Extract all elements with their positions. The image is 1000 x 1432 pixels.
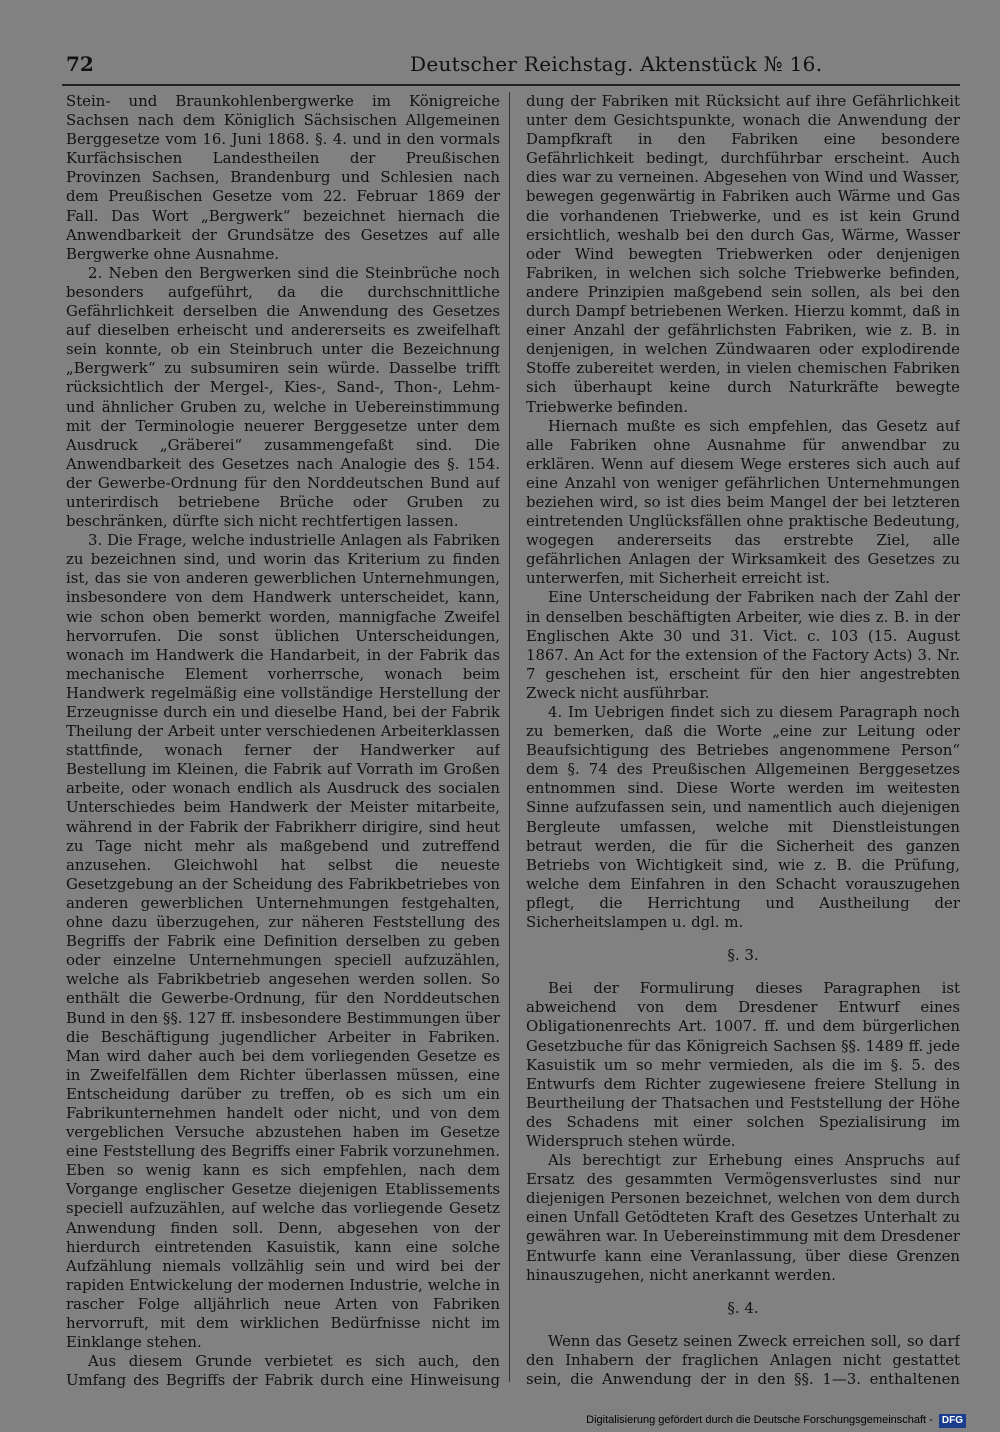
paragraph: dung der Fabriken mit Rücksicht auf ihre Gefährlichkeit unter dem Gesichtspunkte, wonach die Anwendung der Dampfkraft in den Fabriken eine besondere Gefährlichkeit bedingt, durchführbar erscheint. Auch dies war zu verneinen. Abgesehen von Wind und Wasser, bewegen gegenwärtig in Fabriken auch Wärme und Gas die vorhandenen Triebwerke, und es ist kein Grund ersichtlich, weshalb bei den durch Gas, Wärme, Wasser oder Wind bewegten Triebwerken oder denjenigen Fabriken, in welchen sich solche Triebwerke befinden, andere Prinzipien maßgebend sein sollen, als bei den durch Dampf betriebenen Werken. Hierzu kommt, daß in einer Anzahl der gefährlichsten Fabriken, wie z. B. in denjenigen, in welchen Zündwaaren oder explodirende Stoffe zubereitet werden, in vielen chemischen Fabriken sich überhaupt keine durch Naturkräfte bewegte Triebwerke befinden. bbox=[526, 92, 960, 416]
page-number: 72 bbox=[66, 52, 94, 76]
paragraph: Wenn das Gesetz seinen Zweck erreichen soll, so darf den Inhabern der fraglichen Anlagen nicht gestattet sein, die Anwendung der in den §§. 1—3. enthaltenen bbox=[526, 1331, 960, 1388]
footer-credit: Digitalisierung gefördert durch die Deutsche Forschungsgemeinschaft - bbox=[586, 1414, 933, 1426]
paragraph: Aus diesem Grunde verbietet es sich auch, den Umfang des Begriffs der Fabrik durch eine Hinweisung bbox=[66, 1352, 500, 1390]
paragraph: 4. Im Uebrigen findet sich zu diesem Paragraph noch zu bemerken, daß die Worte „eine zur Leitung oder Beaufsichtigung des Betriebes angenommene Person“ dem §. 74 des Preußischen Allgemeinen Berggesetzes entnommen sind. Diese Worte werden im weitesten Sinne aufzufassen sein, und namentlich auch diejenigen Bergleute umfassen, welche mit Dienstleistungen betraut werden, die für die Sicherheit des ganzen Betriebs von Wichtigkeit sind, wie z. B. die Prüfung, welche dem Einfahren in den Schacht vorauszugehen pflegt, die Herrichtung und Austheilung der Sicherheitslampen u. dgl. m. bbox=[526, 703, 960, 932]
paragraph: Bei der Formulirung dieses Paragraphen ist abweichend von dem Dresdener Entwurf eines Obligationenrechts Art. 1007. ff. und dem bürgerlichen Gesetzbuche für das Königreich Sachsen §§. 1489 ff. jede Kasuistik um so mehr vermieden, als die im §. 5. des Entwurfs dem Richter zugewiesene freiere Stellung in Beurtheilung der Thatsachen und Feststellung der Höhe des Schadens mit einer solchen Spezialisirung im Widerspruch stehen würde. bbox=[526, 979, 960, 1150]
paragraph: Eine Unterscheidung der Fabriken nach der Zahl der in denselben beschäftigten Arbeiter, wie dies z. B. in der Englischen Akte 30 und 31. Vict. c. 103 (15. August 1867. An Act for the extension of the Factory Acts) 3. Nr. 7 geschehen ist, erscheint für den hier angestrebten Zweck nicht ausführbar. bbox=[526, 588, 960, 702]
section-heading-3: §. 3. bbox=[727, 946, 759, 965]
header-rule bbox=[62, 84, 960, 86]
right-column bbox=[526, 92, 960, 1390]
paragraph: Hiernach mußte es sich empfehlen, das Gesetz auf alle Fabriken ohne Ausnahme für anwendbar zu erklären. Wenn auf diesem Wege ersteres sich auch auf eine Anzahl von weniger gefährlichen Unternehmungen beziehen wird, so ist dies beim Mangel der bei letzteren eintretenden Unglücksfällen ohne praktische Bedeutung, wogegen andererseits das erstrebte Ziel, alle gefährlichen Anlagen der Wirksamkeit des Gesetzes zu unterwerfen, mit Sicherheit erreicht ist. bbox=[526, 416, 960, 588]
dfg-logo: DFG bbox=[939, 1414, 966, 1428]
page-header bbox=[62, 50, 960, 80]
paragraph: Stein- und Braunkohlenbergwerke im Königreiche Sachsen nach dem Königlich Sächsischen Allgemeinen Berggesetze vom 16. Juni 1868. §. 4. und in den vormals Kurfächsischen Landestheilen der Preußischen Provinzen Sachsen, Brandenburg und Schlesien nach dem Preußischen Gesetze vom 22. Februar 1869 der Fall. Das Wort „Bergwerk“ bezeichnet hiernach die Anwendbarkeit der Grundsätze des Gesetzes auf alle Bergwerke ohne Ausnahme. bbox=[66, 92, 500, 263]
paragraph: 2. Neben den Bergwerken sind die Steinbrüche noch besonders aufgeführt, da die durchschnittliche Gefährlichkeit derselben die Anwendung des Gesetzes auf dieselben erheischt und andererseits es zweifelhaft sein konnte, ob ein Steinbruch unter die Bezeichnung „Bergwerk“ zu subsumiren sein würde. Dasselbe trifft rücksichtlich der Mergel-, Kies-, Sand-, Thon-, Lehm- und ähnlicher Gruben zu, welche in Uebereinstimmung mit der Terminologie neuerer Berggesetze unter dem Ausdruck „Gräberei“ zusammengefaßt sind. Die Anwendbarkeit des Gesetzes nach Analogie des §. 154. der Gewerbe-Ordnung für den Norddeutschen Bund auf unterirdisch betriebene Brüche oder Gruben zu beschränken, dürfte sich nicht rechtfertigen lassen. bbox=[66, 263, 500, 531]
paragraph: Als berechtigt zur Erhebung eines Anspruchs auf Ersatz des gesammten Vermögensverlustes sind nur diejenigen Personen bezeichnet, welchen von dem durch einen Unfall Getödteten Kraft des Gesetzes Unterhalt zu gewähren war. In Uebereinstimmung mit dem Dresdener Entwurfe kann eine Veranlassung, über diese Grenzen hinauszugehen, nicht anerkannt werden. bbox=[526, 1151, 960, 1284]
column-divider bbox=[509, 92, 510, 1382]
digitization-footer bbox=[586, 1414, 966, 1430]
section-heading-4: §. 4. bbox=[727, 1298, 759, 1317]
paragraph: 3. Die Frage, welche industrielle Anlagen als Fabriken zu bezeichnen sind, und worin das Kriterium zu finden ist, das sie von anderen gewerblichen Unternehmungen, insbesondere von dem Handwerk unterscheidet, kann, wie schon oben bemerkt worden, mannigfache Zweifel hervorrufen. Die sonst üblichen Unterscheidungen, wonach im Handwerk die Handarbeit, in der Fabrik das mechanische Element vorherrsche, wonach beim Handwerk regelmäßig eine vollständige Herstellung der Erzeugnisse durch ein und dieselbe Hand, bei der Fabrik Theilung der Arbeit unter verschiedenen Arbeiterklassen stattfinde, wonach ferner der Handwerker auf Bestellung im Kleinen, die Fabrik auf Vorrath im Großen arbeite, oder wonach endlich als Ausdruck des socialen Unterschiedes beim Handwerk der Meister mitarbeite, während in der Fabrik der Fabrikherr dirigire, sind heut zu Tage nicht mehr als maßgebend und zutreffend anzusehen. Gleichwohl hat selbst die neueste Gesetzgebung an der Scheidung des Fabrikbetriebes von anderen gewerblichen Unternehmungen festgehalten, ohne dazu überzugehen, zur näheren Feststellung des Begriffs der Fabrik eine Definition derselben zu geben oder einzelne Unternehmungen speciell aufzuzählen, welche als Fabrikbetrieb angesehen werden sollen. So enthält die Gewerbe-Ordnung, für den Norddeutschen Bund in den §§. 127 ff. insbesondere Bestimmungen über die Beschäftigung jugendlicher Arbeiter in Fabriken. Man wird daher auch bei dem vorliegenden Gesetze es in Zweifelfällen dem Richter überlassen müssen, eine Entscheidung darüber zu treffen, ob es sich um ein Fabrikunternehmen handelt oder nicht, und von dem vergeblichen Versuche abzustehen haben im Gesetze eine Feststellung des Begriffs einer Fabrik vorzunehmen. Eben so wenig kann es sich empfehlen, nach dem Vorgange englischer Gesetze diejenigen Etablissements speciell aufzuzählen, auf welche das vorliegende Gesetz Anwendung finden soll. Denn, abgesehen von der hierdurch eintretenden Kasuistik, kann eine solche Aufzählung niemals vollzählig sein und wird bei der rapiden Entwickelung der modernen Industrie, welche in rascher Folge alljährlich neue Arten von Fabriken hervorruft, mit dem wirklichen Bedürfnisse nicht im Einklange stehen. bbox=[66, 531, 500, 1352]
running-title: Deutscher Reichstag. Aktenstück № 16. bbox=[410, 52, 823, 76]
left-column bbox=[66, 92, 500, 1390]
